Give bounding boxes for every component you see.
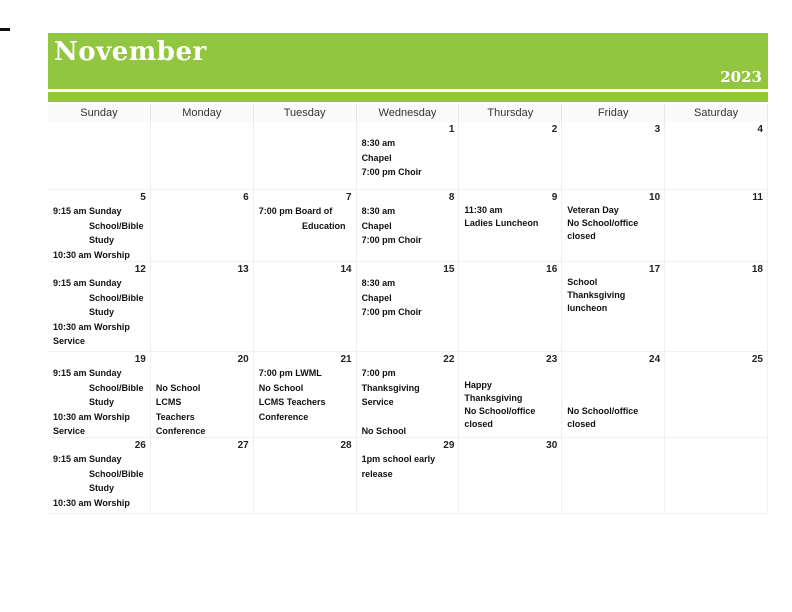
day-number: 27 [237,440,249,451]
weekday-wednesday: Wednesday [357,104,460,122]
event-line: No School [361,426,407,436]
day-cell [151,352,254,438]
day-cell [665,262,768,352]
day-cell [151,262,254,352]
day-number [156,124,249,136]
event-line: 8:30 am [361,278,396,288]
event-line: 9:15 am Sunday [53,278,122,288]
day-number: 6 [243,192,249,203]
event-line: Thanksgiving [464,393,523,403]
day-cell [254,122,357,190]
day-number: 10 [649,192,661,203]
event-line: Conference [155,426,206,436]
event-list [53,366,146,438]
event-line: 10:30 am Worship Service [53,321,130,346]
event-list [156,366,249,438]
event-line: Happy [464,380,492,390]
day-cell [562,122,665,190]
day-number: 9 [551,192,558,203]
day-number: 25 [751,354,763,365]
event-line: 11:30 am [464,205,503,215]
day-number: 30 [546,440,558,451]
event-list [53,276,146,352]
weekday-saturday: Saturday [665,104,768,122]
event-line: School/Bible Study [89,220,144,245]
weekday-monday: Monday [151,104,254,122]
event-line [567,379,660,392]
month-title: November [54,37,207,67]
day-cell [151,122,254,190]
day-number: 26 [134,440,146,451]
event-list [567,204,660,243]
day-number: 1 [448,124,455,135]
event-line: Thanksgiving [567,290,626,300]
event-list [53,452,146,514]
event-line: 10:30 am Worship [53,497,130,508]
event-line [362,410,455,425]
event-line: 7:00 pm Choir [361,167,422,177]
day-cell [357,190,460,262]
event-line: 8:30 am [361,138,396,148]
weekday-thursday: Thursday [459,104,562,122]
day-cell [151,438,254,514]
weekday-tuesday: Tuesday [254,104,357,122]
day-number: 5 [140,192,146,203]
day-cell [254,352,357,438]
event-line: closed [464,419,493,429]
event-line: 9:15 am Sunday [53,368,122,378]
event-line: Teachers [155,411,195,422]
day-cell [357,438,460,514]
event-line: 7:00 pm Board of [258,206,333,216]
event-line: 7:00 pm Choir [361,307,422,317]
event-line: Thanksgiving [361,382,420,393]
event-line: 10:30 am Worship Service [53,411,130,436]
event-list [362,136,455,180]
event-line [156,366,249,381]
day-cell [48,352,151,438]
event-line: School/Bible Study [89,382,144,407]
event-line: No School/office [567,406,639,416]
event-line: Service [361,397,394,407]
day-cell [665,438,768,514]
day-cell [254,262,357,352]
day-number: 11 [752,192,763,203]
month-banner [48,33,768,89]
event-list [362,204,455,248]
day-cell [254,190,357,262]
day-number: 14 [340,264,352,275]
day-cell [48,438,151,514]
event-list [259,204,352,233]
scan-mark [0,28,10,31]
day-number [567,440,660,452]
day-cell [459,438,562,514]
event-line: 9:15 am Sunday [53,454,122,464]
event-line: release [361,468,393,479]
day-cell [562,352,665,438]
event-line: luncheon [567,303,608,313]
event-list [362,366,455,438]
day-number: 17 [649,264,661,275]
event-line [567,392,660,405]
event-line: No School [258,382,304,393]
banner-stripe [48,92,768,102]
event-list [464,204,557,230]
day-number: 4 [757,124,763,135]
event-line: 7:00 pm Choir [361,235,422,245]
day-number: 18 [751,264,763,275]
day-cell [562,190,665,262]
event-line: LCMS Teachers [258,397,326,407]
day-cell [151,190,254,262]
event-line: LCMS [155,397,182,407]
event-list [567,366,660,431]
event-line: No School [155,382,201,393]
event-line: Ladies Luncheon [464,218,539,228]
event-line: No School/office [567,218,639,228]
weekday-header [48,104,768,122]
event-list [362,452,455,481]
day-cell [459,262,562,352]
day-cell [357,262,460,352]
day-number [53,124,146,136]
weekday-friday: Friday [562,104,665,122]
day-number: 21 [340,354,352,365]
day-cell [562,438,665,514]
event-line: School/Bible Study [89,292,144,317]
day-cell [562,262,665,352]
weekday-sunday: Sunday [48,104,151,122]
calendar-grid [48,122,768,514]
day-cell [665,122,768,190]
event-line: Education [302,220,346,231]
event-line [567,366,660,379]
day-cell [357,122,460,190]
event-line: closed [567,419,596,429]
day-number: 20 [237,354,249,365]
event-list [464,366,557,431]
event-line: Veteran Day [567,205,619,215]
day-cell [665,352,768,438]
day-cell [459,190,562,262]
event-list [53,204,146,262]
year-label: 2023 [720,68,762,86]
day-number: 13 [237,264,249,275]
day-number: 7 [346,192,352,203]
event-line: Chapel [361,220,392,231]
day-cell [48,122,151,190]
event-line: School [567,277,598,287]
event-line: 10:30 am Worship [53,249,130,260]
event-line [464,366,557,379]
event-line: School/Bible Study [89,468,144,493]
event-list [567,276,660,315]
event-line: Conference [258,411,309,422]
day-number: 29 [443,440,455,451]
day-number: 24 [649,354,661,365]
event-line: 8:30 am [361,206,396,216]
event-line: No School/office [464,406,536,416]
day-cell [357,352,460,438]
event-list [362,276,455,320]
day-cell [459,122,562,190]
day-number: 15 [443,264,455,275]
day-cell [459,352,562,438]
event-line: 7:00 pm LWML [258,368,322,378]
event-list [259,366,352,424]
day-number: 3 [654,124,661,135]
event-line: Chapel [361,152,392,163]
day-number: 12 [134,264,146,275]
day-cell [254,438,357,514]
day-cell [665,190,768,262]
day-number: 19 [134,354,146,365]
event-line: 1pm school early [361,454,436,464]
day-number: 2 [551,124,558,135]
event-line: Chapel [361,292,392,303]
day-cell [48,262,151,352]
day-number: 22 [443,354,455,365]
day-number [670,440,763,452]
event-line: closed [567,231,596,241]
day-number: 28 [340,440,352,451]
day-cell [48,190,151,262]
day-number: 8 [448,192,455,203]
event-line: 7:00 pm [361,368,396,378]
event-line: 9:15 am Sunday [53,206,122,216]
day-number: 23 [546,354,558,365]
day-number [259,124,352,136]
day-number: 16 [546,264,558,275]
